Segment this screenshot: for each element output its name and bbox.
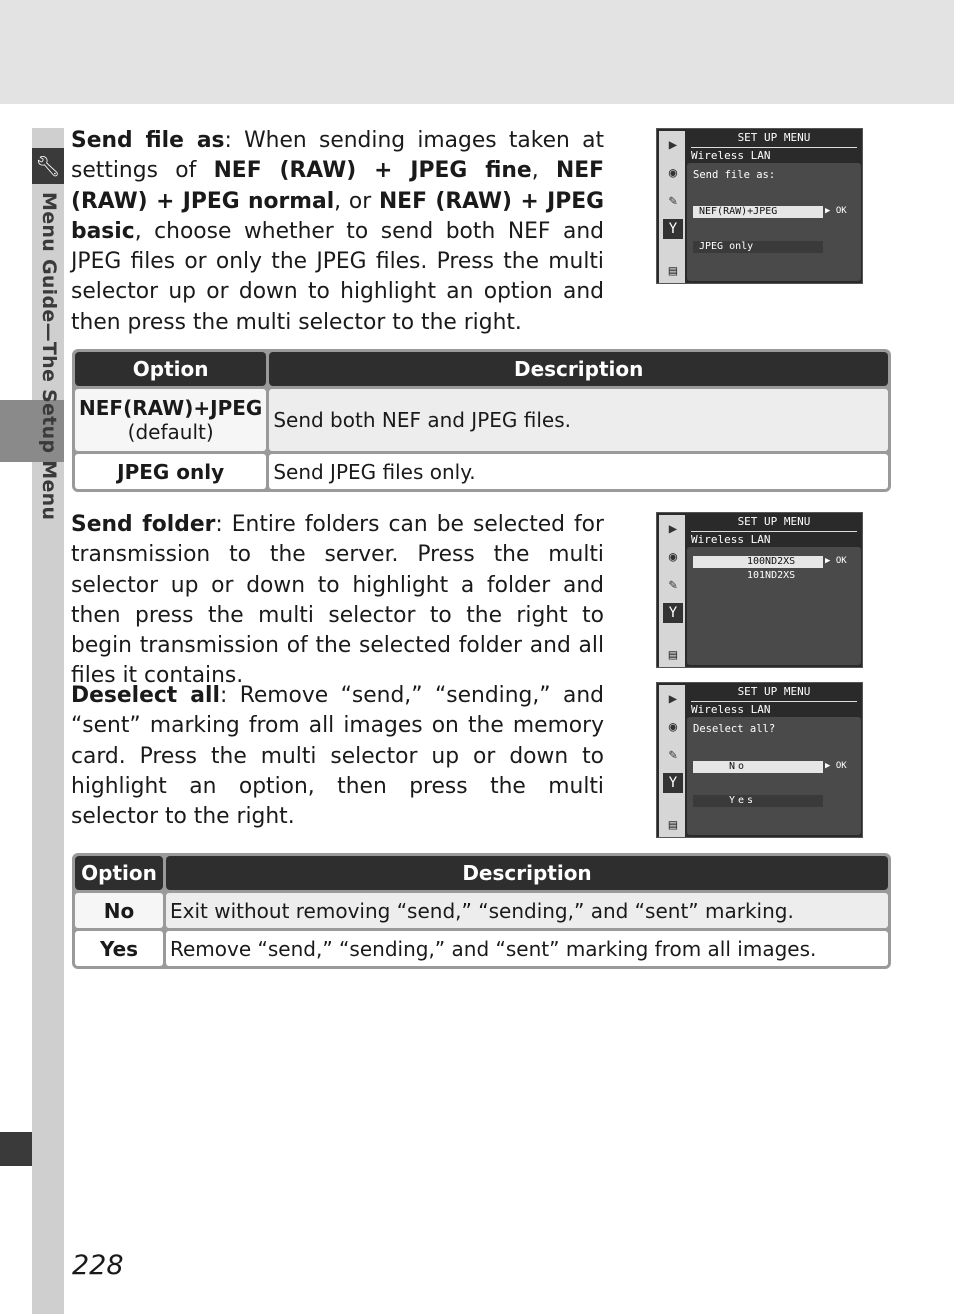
screen-title: SET UP MENU: [737, 685, 811, 698]
term-send-folder: Send folder: [71, 512, 216, 537]
screen-option: 101ND2XS: [747, 570, 796, 581]
text-segment: ,: [531, 158, 556, 184]
playback-icon: ▶: [668, 691, 678, 707]
ok-indicator: ▶ OK: [825, 206, 847, 216]
table-cell-description: Send both NEF and JPEG files.: [269, 389, 888, 451]
pencil-icon: ✎: [668, 193, 678, 209]
screen-subtitle: Wireless LAN: [691, 701, 857, 716]
default-label: (default): [127, 420, 214, 444]
menu-list-icon: ▤: [668, 263, 678, 279]
camera-screen-send-folder: [656, 512, 863, 668]
menu-icon-column: [659, 685, 685, 837]
screen-prompt: Deselect all?: [693, 723, 776, 735]
table-cell-option: Yes: [75, 931, 163, 966]
text-segment: , or: [334, 188, 379, 214]
menu-icon-column: [659, 515, 685, 667]
menu-list-icon: ▤: [668, 817, 678, 833]
table-header-option: Option: [75, 856, 163, 890]
deselect-all-paragraph: [71, 681, 604, 832]
table-cell-option: No: [75, 893, 163, 928]
text-segment: , choose whether to send both NEF and JPEG files or only the JPEG files. Press the multi selector up or down to highlight an option and then press the multi selector to the right.: [71, 218, 604, 335]
term-deselect-all: Deselect all: [71, 683, 220, 708]
send-file-as-paragraph: [71, 126, 604, 338]
pencil-icon: ✎: [668, 577, 678, 593]
screen-subtitle: Wireless LAN: [691, 531, 857, 546]
table-row: [75, 893, 888, 928]
send-file-as-table: [72, 349, 891, 492]
menu-list-icon: ▤: [668, 647, 678, 663]
top-band: [0, 0, 954, 104]
deselect-all-table: [72, 853, 891, 969]
screen-option-highlighted: NEF(RAW)+JPEG: [693, 206, 823, 218]
screen-option: JPEG only: [693, 241, 823, 253]
wrench-icon: 🔧︎: [32, 148, 64, 184]
screen-option-highlighted: 100ND2XS: [693, 556, 823, 568]
option-name: NEF (RAW) + JPEG basic: [71, 188, 604, 244]
text-segment: : Entire folders can be selected for transmission to the server. Press the multi selector up or down to highlight a folder and then press the multi selector to the right to begin transmission of the selected folder and all files it contains.: [71, 512, 604, 689]
camera-icon: ◉: [668, 549, 678, 565]
table-cell-description: Exit without removing “send,” “sending,” and “sent” marking.: [166, 893, 888, 928]
table-header-option: Option: [75, 352, 266, 386]
sidebar-title: Menu Guide—The Setup Menu: [38, 192, 60, 521]
ok-indicator: ▶ OK: [825, 761, 847, 771]
table-row: [75, 931, 888, 966]
term-send-file-as: Send file as: [71, 128, 225, 153]
text-segment: : Remove “send,” “sending,” and “sent” marking from all images on the memory card. Press the multi selector up or down to highlight an option, then press the multi selector to the right.: [71, 683, 605, 830]
screen-prompt: Send file as:: [693, 169, 776, 181]
text-segment: : When sending images taken at settings of: [71, 128, 604, 184]
table-row: [75, 454, 888, 489]
table-cell-option: [75, 389, 266, 451]
table-header-description: Description: [166, 856, 888, 890]
camera-icon: ◉: [668, 719, 678, 735]
screen-subtitle: Wireless LAN: [691, 147, 857, 162]
table-header-description: Description: [269, 352, 888, 386]
table-cell-option: JPEG only: [75, 454, 266, 489]
table-cell-description: Send JPEG files only.: [269, 454, 888, 489]
wrench-icon: Y: [663, 603, 683, 623]
playback-icon: ▶: [668, 521, 678, 537]
wrench-icon: Y: [663, 773, 683, 793]
send-folder-paragraph: [71, 510, 604, 692]
menu-icon-column: [659, 131, 685, 283]
ok-indicator: ▶ OK: [825, 556, 847, 566]
camera-icon: ◉: [668, 165, 678, 181]
option-label: NEF(RAW)+JPEG: [79, 396, 263, 420]
section-tab-bottom: [0, 1132, 32, 1166]
page-number: 228: [72, 1250, 124, 1281]
pencil-icon: ✎: [668, 747, 678, 763]
table-cell-description: Remove “send,” “sending,” and “sent” marking from all images.: [166, 931, 888, 966]
playback-icon: ▶: [668, 137, 678, 153]
option-name: NEF (RAW) + JPEG fine: [213, 158, 532, 184]
screen-option-highlighted: No: [693, 761, 823, 773]
screen-option: Yes: [693, 795, 823, 807]
camera-screen-deselect-all: [656, 682, 863, 838]
table-row: [75, 389, 888, 451]
camera-screen-send-file-as: [656, 128, 863, 284]
screen-title: SET UP MENU: [737, 515, 811, 528]
wrench-icon: Y: [663, 219, 683, 239]
option-name: NEF (RAW) + JPEG normal: [71, 158, 604, 214]
screen-title: SET UP MENU: [737, 131, 811, 144]
